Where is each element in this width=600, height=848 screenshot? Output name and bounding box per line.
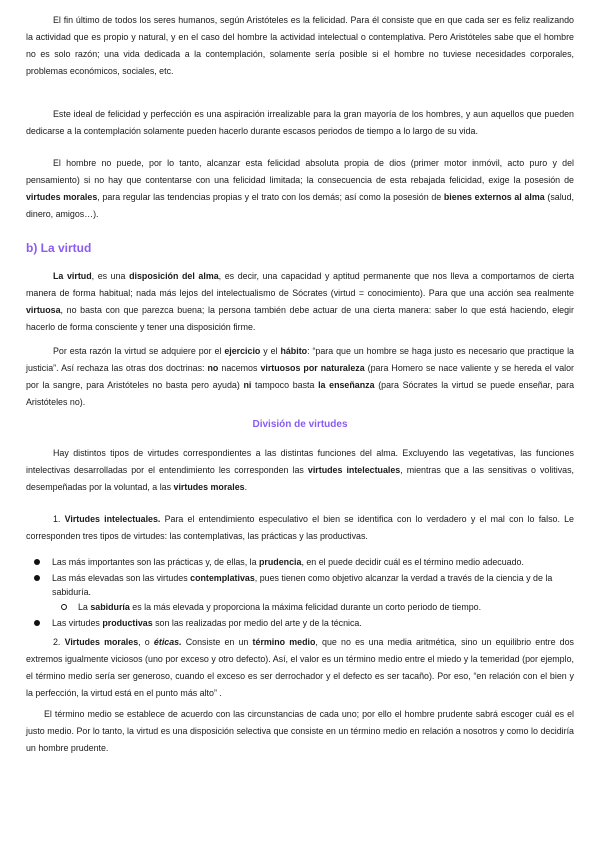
bold-term: la enseñanza [318, 380, 375, 390]
paragraph-felicidad-limitada [26, 155, 574, 223]
bold-term: virtuosa [26, 305, 61, 315]
bold-term: bienes externos al alma [443, 192, 545, 202]
text-run: (salud, dinero, amigos…). [26, 192, 575, 219]
bold-term: sabiduría [90, 602, 130, 612]
text-run: Consiste en un [181, 637, 253, 647]
bold-term: disposición del alma [129, 271, 219, 281]
bold-term: virtudes morales [173, 482, 245, 492]
paragraph-virtudes-morales [26, 634, 574, 702]
text-run: (para Sócrates la virtud se puede enseñar, para Aristóteles no). [26, 380, 575, 407]
list-item [0, 600, 574, 614]
text-run: , no basta con que parezca buena; la persona también debe actuar de una cierta manera: saber lo que está haciendo, elegir hacerlo de forma consciente y tener una disposición firme. [26, 305, 574, 332]
section-heading-virtud: b) La virtud [26, 241, 92, 255]
text-run: , mientras que a las sensitivas o volitivas, desempeñadas por la voluntad, a las [26, 465, 574, 492]
text-run: . [244, 482, 248, 492]
text-run: es la más elevada y proporciona la máxima felicidad durante un corto periodo de tiempo. [129, 602, 482, 612]
bold-term: término medio [252, 637, 316, 647]
circle-bullet-icon [61, 604, 67, 610]
bold-term: ni [243, 380, 252, 390]
text-run: Las más importantes son las prácticas y, de ellas, la [52, 557, 260, 567]
text-run: Hay distintos tipos de virtudes correspondientes a las distintas funciones del alma. Excluyendo las vegetativas, las funciones intelectivas desarrolladas por el entendimiento les corresponden las [26, 448, 574, 475]
section-heading-division: División de virtudes [252, 419, 348, 430]
bold-term: virtudes morales [26, 192, 98, 202]
paragraph-virtudes-intelectuales [26, 511, 574, 545]
bold-term: éticas. [153, 637, 182, 647]
bold-term: La virtud [53, 271, 92, 281]
bold-term: virtuosos por naturaleza [260, 363, 365, 373]
bold-term: virtudes intelectuales [307, 465, 401, 475]
bold-term: Virtudes intelectuales. [64, 514, 161, 524]
text-run: son las realizadas por medio del arte y de la técnica. [152, 617, 362, 628]
bullet-list-intelectuales [0, 555, 574, 631]
text-run: tampoco basta [251, 380, 319, 390]
paragraph-tipos-virtudes [26, 445, 574, 496]
text-run: 2. [53, 637, 65, 647]
list-item [0, 616, 574, 630]
text-run: , es decir, una capacidad y aptitud permanente que nos lleva a comportarnos de cierta manera de forma habitual; nada más lejos del intelectualismo de Sócrates (virtud = conocimiento). Para que una acción sea realmente [26, 271, 575, 298]
text-run: El hombre no puede, por lo tanto, alcanzar esta felicidad absoluta propia de dios (primer motor inmóvil, acto puro y del pensamiento) si no hay que contentarse con una felicidad limitada; la consecuencia de esta rebajada felicidad, exige la posesión de [26, 158, 574, 185]
list-item [0, 571, 574, 599]
text-run: , es una [91, 271, 130, 281]
text-run: , en el puede decidir cuál es el término medio adecuado. [301, 557, 524, 567]
text-run: 1. [53, 514, 65, 524]
bold-term: contemplativas [190, 572, 255, 583]
text-run: , o [138, 637, 154, 647]
paragraph-la-virtud [26, 268, 574, 336]
paragraph-ejercicio-habito [26, 343, 574, 411]
paragraph-ideal-felicidad: Este ideal de felicidad y perfección es una aspiración irrealizable para la gran mayoría de los hombres, y aun aquellos que pueden dedicarse a la contemplación solamente pueden hacerlo durante escasos periodos de tiempo a lo largo de su vida. [26, 109, 574, 136]
text-run: (para Homero se nace valiente y se hereda el valor por la sangre, para Aristóteles no basta pero ayuda) [26, 363, 574, 390]
bold-term: hábito [280, 346, 308, 356]
text-run: y el [260, 346, 281, 356]
bold-term: Virtudes morales [64, 637, 139, 647]
bold-term: no [207, 363, 219, 373]
text-run: Por esta razón la virtud se adquiere por el [53, 346, 225, 356]
text-run: , que no es una media aritmética, sino un equilibrio entre dos extremos igualmente viciosos (uno por exceso y otro defecto). Así, el valor es un término medio entre el miedo y la temeridad (por ejemplo, el término medio sería ser generoso, cuando el exceso es ser derrochador y el defecto es ser tacaño). Por eso, “en relación con el bien y la perfección, la virtud está en el punto más alto” . [26, 637, 574, 698]
text-run: nacemos [218, 363, 261, 373]
paragraph-felicidad: El fin último de todos los seres humanos, según Aristóteles es la felicidad. Para él consiste que en que cada ser es feliz realizando la actividad que es propio y natural, y en el caso del hombre la actividad intelectual o contemplativa. Pero Aristóteles sabe que el hombre no es solo razón; una vida dedicada a la contemplación, solamente sería posible si el hombre no tuviese necesidades corporales, problemas económicos, sociales, etc. [26, 15, 574, 76]
bullet-icon [34, 559, 40, 565]
text-run: Las más elevadas son las virtudes [52, 572, 191, 583]
bold-term: prudencia [259, 557, 302, 567]
bold-term: ejercicio [224, 346, 261, 356]
bold-term: productivas [102, 617, 153, 628]
text-run: , pues tienen como objetivo alcanzar la verdad a través de la ciencia y de la sabiduría. [52, 572, 553, 597]
bullet-icon [34, 575, 40, 581]
text-run: La [78, 602, 91, 612]
text-run: Para el entendimiento especulativo el bien se identifica con lo verdadero y el mal con lo falso. Le corresponden tres tipos de virtudes: las contemplativas, las prácticas y las productivas. [26, 514, 574, 541]
bullet-icon [34, 620, 40, 626]
text-run: : “para que un hombre se haga justo es necesario que practique la justicia”. Así rechaza las otras dos doctrinas: [26, 346, 574, 373]
text-run: Las virtudes [52, 617, 103, 628]
paragraph-termino-medio: El término medio se establece de acuerdo con las circunstancias de cada uno; por ello el hombre prudente sabrá escoger cuál es el justo medio. Por lo tanto, la virtud es una disposición selectiva que consiste en un término medio en relación a nosotros y como lo decidiría un hombre prudente. [26, 709, 574, 753]
text-run: , para regular las tendencias propias y el trato con los demás; así como la posesión de [97, 192, 444, 202]
list-item [0, 555, 574, 569]
